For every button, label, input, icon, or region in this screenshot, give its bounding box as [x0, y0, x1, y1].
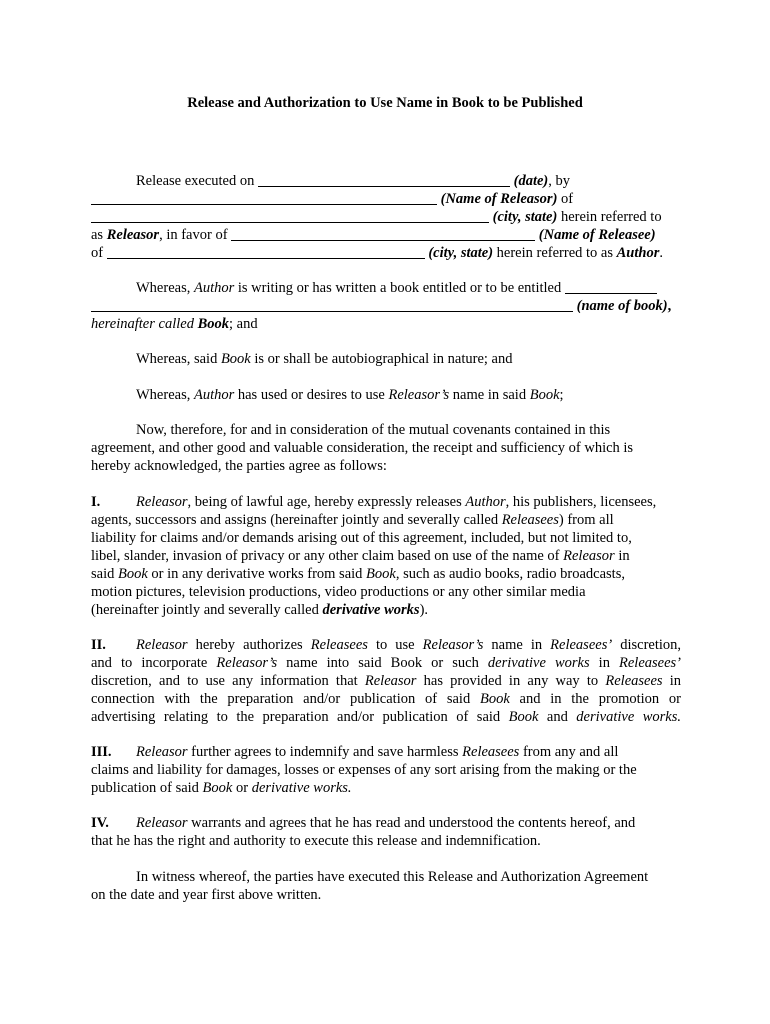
book-title-blank-2[interactable] — [91, 297, 573, 312]
intro-line-2: (Name of Releasor) of — [91, 190, 681, 208]
intro-line-1: Release executed on (date), by — [136, 173, 570, 189]
whereas1-line-1: Whereas, Author is writing or has written a book entitled or to be entitled — [91, 279, 681, 297]
section-2-authorization: II. Releasor hereby authorizes Releasees to use Releasor’s name in Releasees’ discretion, and to incorporate Releasor’s name into said Book or such derivative works in Releasees’ discretion, and to use any information that Releasor has provided in any way to Releasees in connection with the preparation and/or publication of said Book and in the promotion or advertising relating to the preparation and/or publication of said Book and derivative works. — [91, 637, 682, 725]
releasee-city-blank[interactable] — [107, 244, 425, 259]
book-title-blank-1[interactable] — [565, 279, 657, 294]
whereas-book-paragraph — [91, 279, 681, 333]
intro-line-4: as Releasor, in favor of (Name of Releasee) — [91, 227, 656, 243]
intro-line-3: (city, state) herein referred to — [91, 208, 681, 226]
consideration-paragraph: Now, therefore, for and in consideration of the mutual covenants contained in this agreement, and other good and valuable consideration, the receipt and sufficiency of which is hereby acknowledged, the parties agree as follows: — [91, 422, 634, 474]
whereas-use-name-paragraph: Whereas, Author has used or desires to use Releasor’s name in said Book; — [136, 387, 564, 403]
whereas1-line-3: hereinafter called Book; and — [91, 316, 258, 332]
section-4-warranty: IV. Releasor warrants and agrees that he has read and understood the contents hereof, and that he has the right and authority to execute this release and indemnification. — [91, 815, 636, 849]
section-4-number: IV. — [91, 815, 109, 831]
section-1-number: I. — [91, 494, 101, 510]
document-title: Release and Authorization to Use Name in Book to be Published — [187, 95, 583, 111]
intro-line-5: of (city, state) herein referred to as Author. — [91, 245, 663, 261]
section-3-number: III. — [91, 744, 112, 760]
whereas1-line-2: (name of book), — [91, 297, 681, 315]
section-1-release: I. Releasor, being of lawful age, hereby expressly releases Author, his publishers, licensees, agents, successors and assigns (hereinafter jointly and severally called Releasees) from all liability for claims and/or demands arising out of this agreement, included, but not limited to, libel, slander, invasion of privacy or any other claim based on use of the name of Releasor in said Book or in any derivative works from said Book, such as audio books, radio broadcasts, motion pictures, television productions, video productions or any other similar media (hereinafter jointly and severally called derivative works). — [91, 494, 657, 618]
whereas-autobiographical-paragraph: Whereas, said Book is or shall be autobiographical in nature; and — [136, 351, 513, 367]
releasor-name-blank[interactable] — [91, 190, 437, 205]
section-2-number: II. — [91, 637, 106, 653]
date-blank[interactable] — [258, 172, 510, 187]
releasor-city-blank[interactable] — [91, 208, 489, 223]
section-3-indemnify: III. Releasor further agrees to indemnify and save harmless Releasees from any and all claims and liability for damages, losses or expenses of any sort arising from the making or the publication of said Book or derivative works. — [91, 744, 637, 796]
releasee-name-blank[interactable] — [231, 226, 535, 241]
intro-paragraph — [91, 172, 681, 262]
witness-paragraph: In witness whereof, the parties have executed this Release and Authorization Agreement on the date and year first above written. — [91, 869, 649, 903]
